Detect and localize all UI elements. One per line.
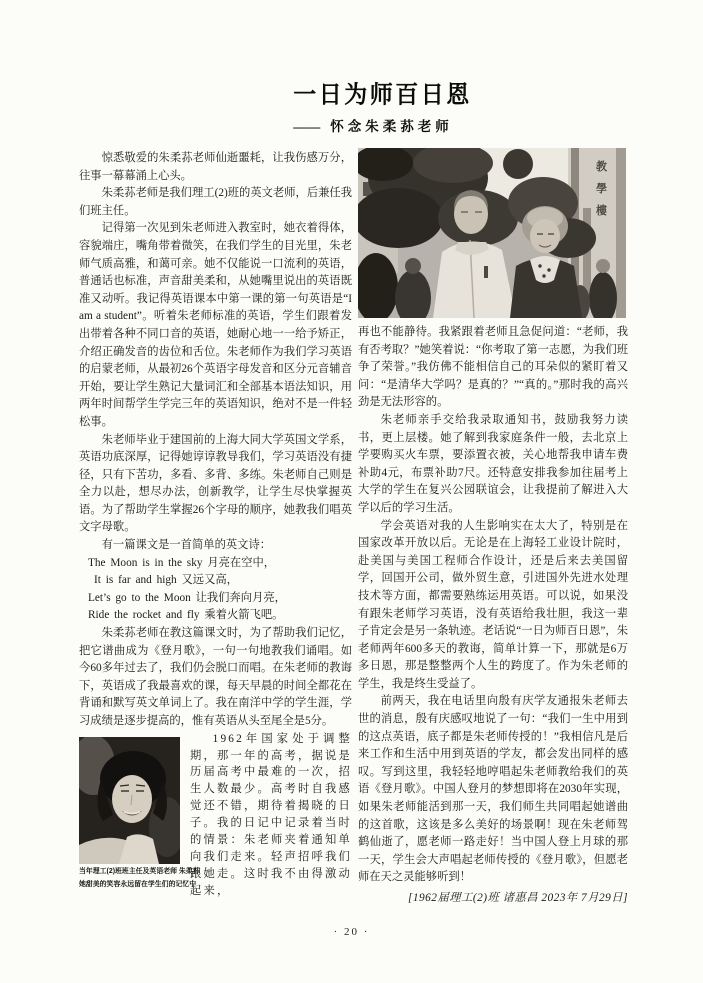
- paragraph: 记得第一次见到朱老师进入教室时，她衣着得体，容貌端庄，嘴角带着微笑，在我们学生的目光里，朱老师气质高雅，和蔼可亲。她不仅能说一口流利的英语，普通话也标准，声音甜美柔和，从她嘴里说出的英语既准又动听。我记得英语课本中第一课的第一句英语是“I am a student”。听着朱老师标准的英语，学生们跟着发出带着各种不同口音的英语，她耐心地一一给予矫正，介绍正确发音的齿位和舌位。朱老师作为我们学习英语的启蒙老师，从最初26个英语字母发音和区分元音辅音开始，要让学生熟记大量词汇和全部基本语法知识，用两年时间帮学生学完三年的英语知识，绝对不是一件轻松事。: [79, 222, 352, 428]
- poem-line: Ride the rocket and fly 乘着火箭飞吧。: [88, 609, 284, 622]
- paragraph: 1962年国家处于调整期，那一年的高考，据说是历届高考中最难的一次，招生人数最少。高考时自我感觉还不错，期待着揭晓的日子。我的日记中记录着当时的情景：朱老师夹着通知单向我们走来。轻声招呼我们跟她走。这时我不由得激动起来，: [190, 732, 352, 897]
- signature-line: [1962届理工(2)班 诸惠昌 2023年 7月29日]: [407, 892, 628, 904]
- paragraph: 朱柔荪老师是我们理工(2)班的英文老师，后兼任我们班主任。: [79, 187, 353, 217]
- scarf-dot: [538, 264, 541, 267]
- scarf-dot: [542, 274, 545, 277]
- sign-char: 學: [596, 183, 607, 195]
- left-column: [79, 150, 352, 910]
- paragraph: 朱柔荪老师在教这篇课文时，为了帮助我们记忆，把它谱曲成为《登月歌》，一句一句地教我们诵唱。如今60多年过去了，我们仍会脱口而唱。在朱老师的教诲下，英语成了我最喜欢的课，每天早晨的时间全都花在背诵和默写英文单词上了。我在南洋中学的学生涯，学习成绩是逐步提高的，惟有英语从头至尾全是5分。: [79, 627, 352, 727]
- article-header: [0, 82, 703, 136]
- building-sign: [595, 159, 608, 217]
- paragraph: 惊悉敬爱的朱柔荪老师仙逝噩耗，让我伤感万分，往事一幕幕涌上心头。: [79, 152, 352, 182]
- dark-disc: [503, 149, 533, 179]
- scarf-dot: [547, 268, 550, 271]
- portrait-caption: [79, 867, 200, 890]
- paragraph: 学会英语对我的人生影响实在太大了，特别是在国家改革开放以后。无论是在上海轻工业设计院时，赴美国与美国工程师合作设计，还是后来去美国留学，回国开公司，做外贸生意，引进国外先进水处理技术等方面，都需要熟练运用英语。可以说，如果没有跟朱老师学习英语，没有英语给我壮胆，我这一辈子肯定会是另一条轨迹。老话说“一日为师百日恩”，朱老师两年600多天的教诲，简单计算一下，那就是6万多日恩，那是整整两个人生的跨度了。作为朱老师的学生，我是终生受益了。: [358, 519, 628, 690]
- poem-line: Let’s go to the Moon 让我们奔向月亮，: [88, 591, 286, 604]
- paragraph: 再也不能静待。我紧跟着老师且急促问道：“老师，我有否考取？”她笑着说：“你考取了第一志愿，为我们班争了荣誉。”我仿佛不能相信自己的耳朵似的紧盯着又问：“是清华大学吗？是真的？”“真的。”那时我的高兴劲是无法形容的。: [358, 326, 628, 409]
- page-number: · 20 ·: [333, 926, 370, 938]
- poem-line: The Moon is in the sky 月亮在空中，: [88, 556, 276, 569]
- subtitle-dash: ——: [293, 119, 321, 134]
- paragraph: 朱老师毕业于建国前的上海大同大学英国文学系，英语功底深厚，记得她谆谆教导我们，学习英语没有捷径，只有下苦功，多看、多背、多练。朱老师自己则是全力以赴，想尽办法，创新教学，让学生尽快掌握英语。为了帮助学生掌握26个字母的顺序，她教我们唱英文字母歌。: [79, 433, 352, 534]
- right-column: [358, 324, 628, 908]
- shirt-pen: [484, 266, 488, 278]
- reunion-photo-figure: [358, 148, 626, 318]
- portrait-caption-line1: 当年理工(2)班班主任及英语老师 朱柔荪: [79, 867, 200, 875]
- page-footer: [0, 926, 703, 938]
- building-edge: [616, 148, 626, 318]
- article-header-inner: [293, 82, 472, 135]
- paragraph: 朱老师亲手交给我录取通知书，鼓励我努力读书，更上层楼。她了解到我家庭条件一般，去北京上学要购买火车票，要添置衣被，关心地帮我申请车费补助4元，布票补助7尺。还特意安排我参加往届考上大学的学生在复兴公园联谊会，让我提前了解进入大学以后的学习生活。: [358, 413, 628, 514]
- crowd-figure-head: [596, 259, 610, 273]
- article-title: 一日为师百日恩: [293, 81, 472, 109]
- wrap-paragraph-block: [79, 731, 352, 910]
- paragraph: 前两天，我在电话里向殷有庆学友通报朱老师去世的消息，殷有庆感叹地说了一句：“我们一生中用到的这点英语，底子都是朱老师传授的！”我相信凡是后来工作和生活中用到英语的学友，都会发出同样的感叹。写到这里，我轻轻地哼唱起朱老师教给我们的英语《登月歌》。中国人登月的梦想即将在2030年实现，如果朱老师能活到那一天，我们师生共同唱起她谱曲的这首歌，这该是多么美好的场景啊！现在朱老师驾鹤仙逝了，愿老师一路走好！当中国人登上月球的那一天，学生会大声唱起老师传授的《登月歌》，但愿老师在天之灵能够听到！: [358, 695, 628, 884]
- poem-line: It is far and high 又远又高，: [94, 574, 238, 587]
- portrait-caption-line2: 她甜美的笑容永远留在学生们的记忆中: [79, 880, 197, 888]
- article-subtitle-row: [293, 115, 472, 135]
- paragraph: 有一篇课文是一首简单的英文诗：: [101, 539, 272, 552]
- portrait-photo-figure: [79, 737, 200, 890]
- sign-char: 樓: [596, 205, 607, 217]
- portrait-photo: [79, 737, 180, 864]
- woman-face: [530, 219, 560, 253]
- article-subtitle: 怀念朱柔荪老师: [330, 119, 453, 134]
- reunion-photo: [358, 148, 626, 318]
- sign-char: 教: [596, 161, 607, 173]
- crowd-figure-head: [405, 258, 421, 274]
